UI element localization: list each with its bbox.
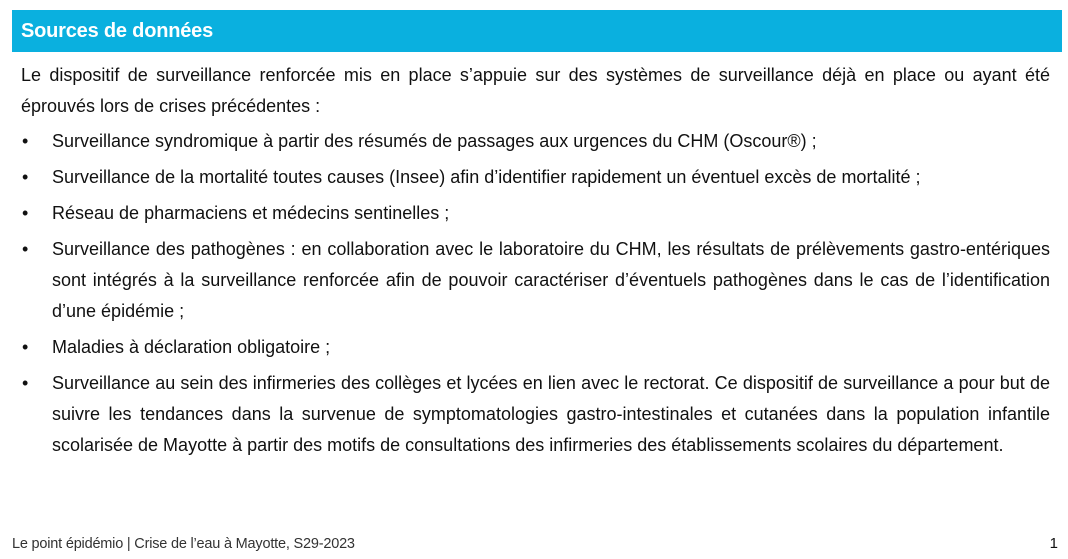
bullet-icon: •: [22, 131, 29, 151]
list-item-text: Réseau de pharmaciens et médecins sentinelles ;: [52, 203, 450, 223]
bullet-icon: •: [22, 337, 29, 357]
section-title: Sources de données: [21, 19, 214, 42]
document-body: [21, 60, 1050, 466]
list-item-text: Surveillance au sein des infirmeries des collèges et lycées en lien avec le rectorat. Ce dispositif de surveillance a pour but de suivre les tendances dans la survenue de symptomatologies gastro-intestinales et cutanées dans la population infantile scolarisée de Mayotte à partir des motifs de consultations des infirmeries des établissements scolaires du département.: [52, 373, 1050, 455]
section-header: [12, 10, 1062, 52]
data-sources-list: [21, 126, 1050, 461]
list-item-text: Surveillance syndromique à partir des résumés de passages aux urgences du CHM (Oscour®) ;: [52, 131, 817, 151]
list-item: [21, 332, 1050, 363]
list-item: [21, 126, 1050, 157]
page-number: 1: [1049, 535, 1058, 552]
list-item: [21, 198, 1050, 229]
bullet-icon: •: [22, 203, 29, 223]
list-item-text: Maladies à déclaration obligatoire ;: [52, 337, 331, 357]
bullet-icon: •: [22, 167, 29, 187]
bullet-icon: •: [22, 239, 29, 259]
bullet-icon: •: [22, 373, 29, 393]
list-item: [21, 368, 1050, 461]
list-item: [21, 162, 1050, 193]
list-item-text: Surveillance de la mortalité toutes causes (Insee) afin d’identifier rapidement un éventuel excès de mortalité ;: [52, 167, 921, 187]
list-item: [21, 234, 1050, 327]
page-footer: Le point épidémio | Crise de l’eau à Mayotte, S29-2023: [12, 536, 355, 552]
list-item-text: Surveillance des pathogènes : en collaboration avec le laboratoire du CHM, les résultats de prélèvements gastro-entériques sont intégrés à la surveillance renforcée afin de pouvoir caractériser d’éventuels pathogènes dans le cas de l’identification d’une épidémie ;: [52, 239, 1050, 321]
intro-paragraph: Le dispositif de surveillance renforcée mis en place s’appuie sur des systèmes de surveillance déjà en place ou ayant été éprouvés lors de crises précédentes :: [21, 65, 1050, 116]
